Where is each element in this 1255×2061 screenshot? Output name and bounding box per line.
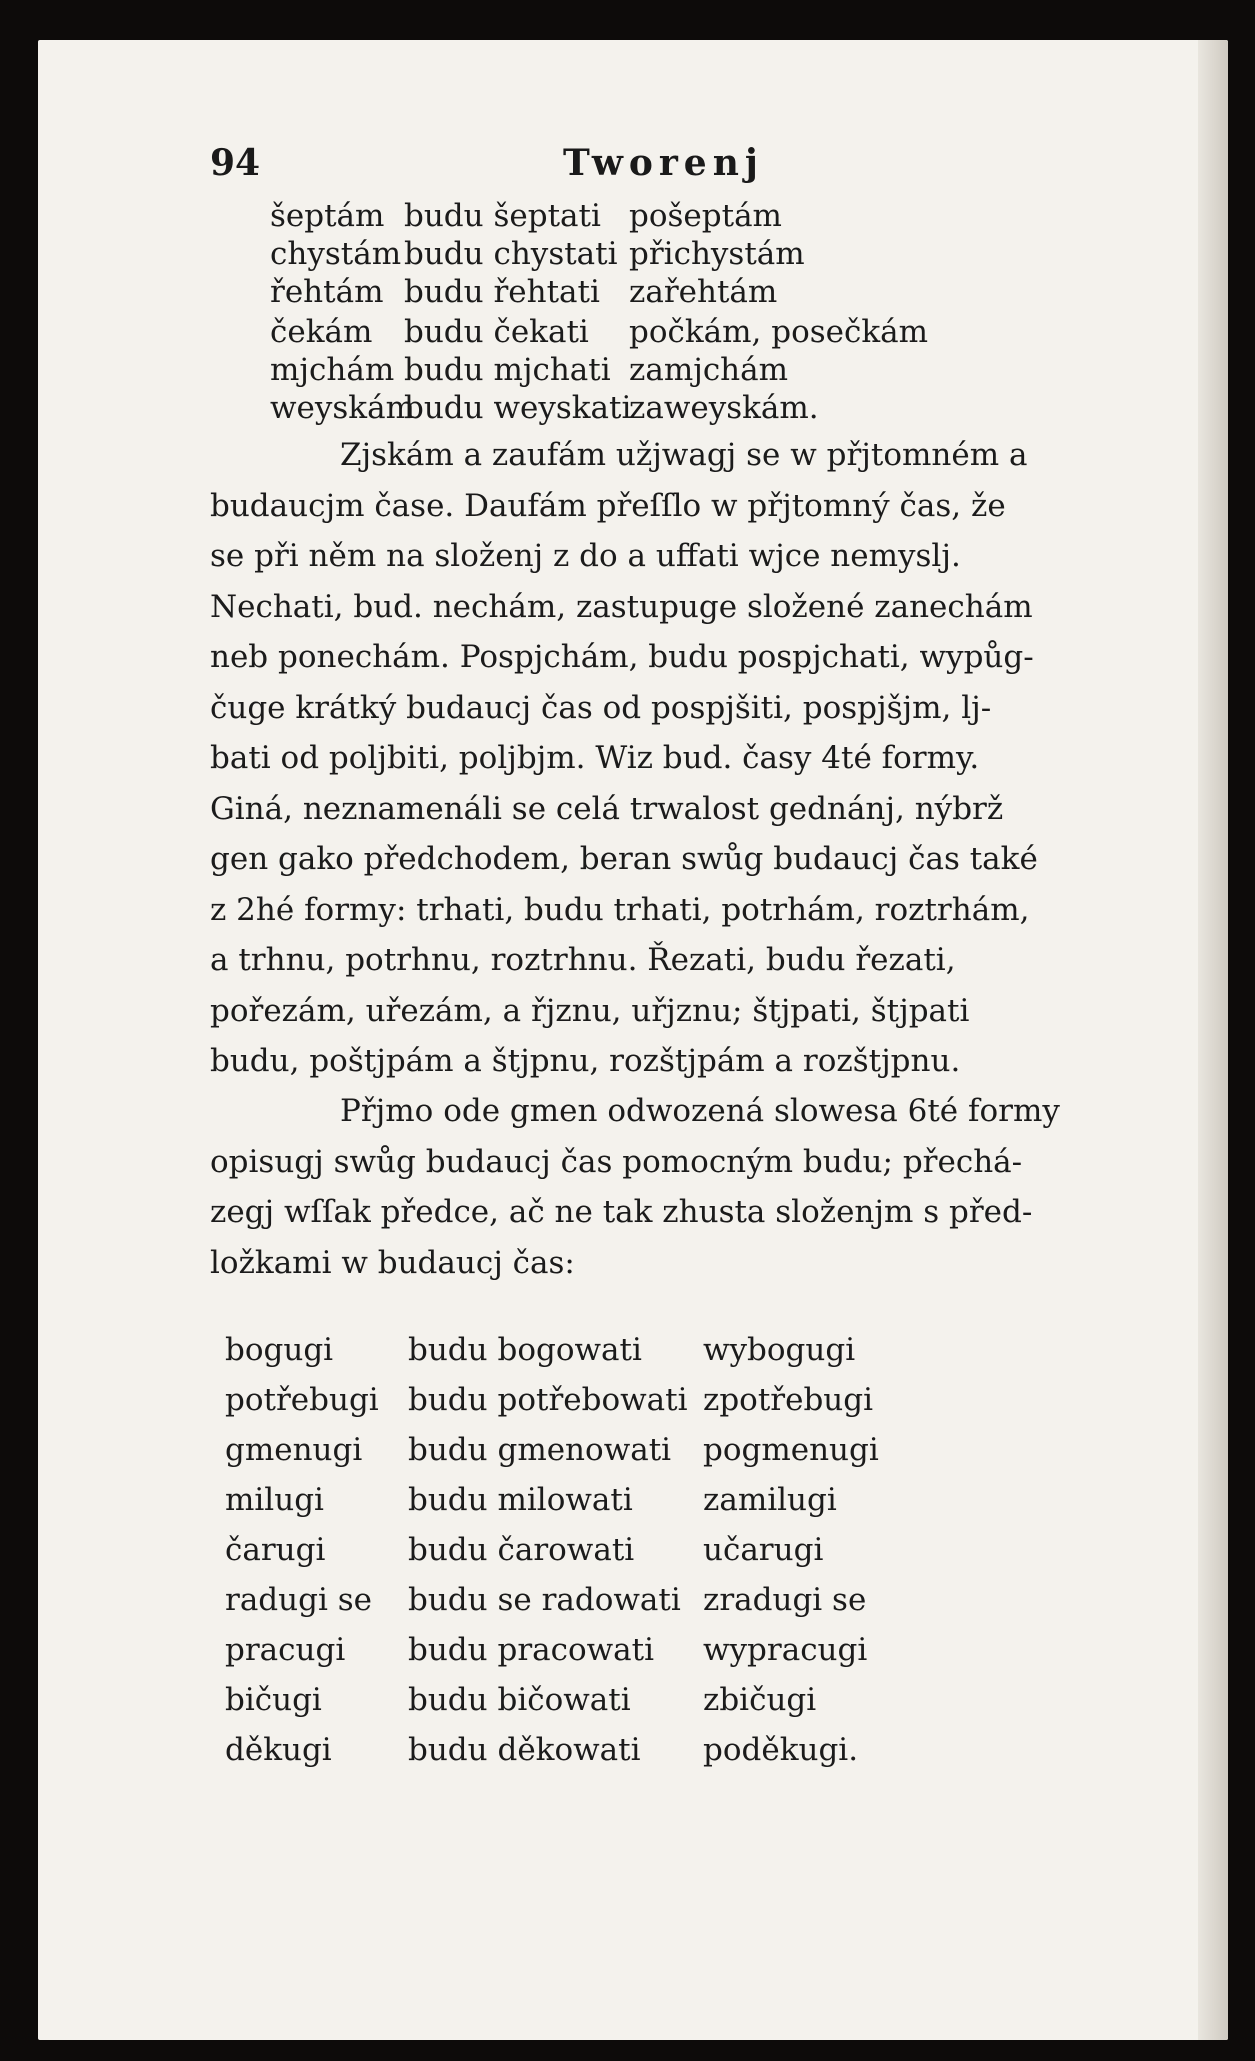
present-form: weyskám <box>270 390 415 426</box>
table-row <box>38 1682 1228 1732</box>
text-line: Zjskám a zaufám užjwagj se w přjtomném a <box>340 437 1028 473</box>
book-page <box>38 40 1228 2040</box>
future-periphrastic: budu weyskati <box>404 390 632 426</box>
perfective-future: zaweyskám. <box>629 390 819 426</box>
text-line: opisugj swůg budaucj čas pomocným budu; přechá- <box>210 1143 1023 1180</box>
text-line: Nechati, bud. nechám, zastupuge složené zanechám <box>210 588 1033 625</box>
paragraph-2 <box>210 1086 1160 1288</box>
text-line: čuge krátký budaucj čas od pospjšiti, pospjšjm, lj- <box>210 689 992 726</box>
paragraph-1 <box>210 430 1160 1087</box>
text-line: budaucjm čase. Daufám přeſſlo w přjtomný čas, že <box>210 487 1006 524</box>
perfective-future: zamjchám <box>629 352 789 388</box>
perfective-future: přichystám <box>629 236 805 272</box>
present-form: chystám <box>270 236 402 272</box>
future-periphrastic: budu pracowati <box>408 1632 655 1668</box>
present-form: milugi <box>225 1482 324 1518</box>
future-periphrastic: budu šeptati <box>404 198 601 234</box>
present-form: čekám <box>270 314 373 350</box>
future-periphrastic: budu děkowati <box>408 1732 641 1768</box>
text-line: a trhnu, potrhnu, roztrhnu. Řezati, budu řezati, <box>210 942 956 978</box>
running-title: Tworenj <box>563 142 764 184</box>
text-line: budu, poštjpám a štjpnu, rozštjpám a rozštjpnu. <box>210 1043 961 1079</box>
present-form: mjchám <box>270 352 395 388</box>
future-periphrastic: budu milowati <box>408 1482 633 1518</box>
perfective-future: zamilugi <box>703 1482 837 1518</box>
text-line: Giná, neznamenáli se celá trwalost gednánj, nýbrž <box>210 790 1004 827</box>
perfective-future: počkám, posečkám <box>629 314 929 350</box>
present-form: potřebugi <box>225 1382 379 1418</box>
future-periphrastic: budu potřebowati <box>408 1382 688 1418</box>
perfective-future: wypracugi <box>703 1632 868 1668</box>
table-row <box>38 1582 1228 1632</box>
present-form: šeptám <box>270 198 385 234</box>
future-periphrastic: budu čarowati <box>408 1532 635 1568</box>
table-row <box>38 1382 1228 1432</box>
text-line: pořezám, uřezám, a řjznu, uřjznu; štjpati, štjpati <box>210 992 970 1029</box>
text-line: gen gako předchodem, beran swůg budaucj čas také <box>210 841 1038 877</box>
text-line: se při něm na složenj z do a uffati wjce nemyslj. <box>210 538 961 574</box>
perfective-future: poděkugi. <box>703 1732 859 1768</box>
perfective-future: zbičugi <box>703 1682 817 1718</box>
future-periphrastic: budu čekati <box>404 314 589 350</box>
page-number: 94 <box>210 142 261 184</box>
present-form: bogugi <box>225 1332 334 1368</box>
text-line: zegj wſſak předce, ač ne tak zhusta složenjm s před- <box>210 1194 1033 1230</box>
perfective-future: zpotřebugi <box>703 1382 874 1418</box>
table-row <box>38 1732 1228 1782</box>
perfective-future: učarugi <box>703 1532 824 1568</box>
present-form: děkugi <box>225 1732 332 1768</box>
perfective-future: pogmenugi <box>703 1432 879 1468</box>
future-periphrastic: budu mjchati <box>404 352 611 388</box>
present-form: čarugi <box>225 1532 326 1568</box>
table-row <box>38 1632 1228 1682</box>
future-periphrastic: budu bogowati <box>408 1332 642 1368</box>
present-form: pracugi <box>225 1632 346 1668</box>
future-periphrastic: budu chystati <box>404 236 618 272</box>
table-row <box>38 1332 1228 1382</box>
perfective-future: wybogugi <box>703 1332 856 1368</box>
text-line: neb ponechám. Pospjchám, budu pospjchati, wypůg- <box>210 639 1034 675</box>
present-form: řehtám <box>270 274 384 310</box>
future-periphrastic: budu se radowati <box>408 1582 681 1618</box>
present-form: bičugi <box>225 1682 322 1718</box>
text-line: Přjmo ode gmen odwozená slowesa 6té formy <box>340 1093 1060 1129</box>
page-header <box>38 142 1228 202</box>
present-form: radugi se <box>225 1582 372 1618</box>
table-row <box>38 1532 1228 1582</box>
perfective-future: pošeptám <box>629 198 782 234</box>
table-row <box>38 1432 1228 1482</box>
perfective-future: zařehtám <box>629 274 778 310</box>
text-line: bati od poljbiti, poljbjm. Wiz bud. časy 4té formy. <box>210 740 980 776</box>
text-line: z 2hé formy: trhati, budu trhati, potrhám, roztrhám, <box>210 891 1030 928</box>
present-form: gmenugi <box>225 1432 363 1468</box>
future-periphrastic: budu gmenowati <box>408 1432 672 1468</box>
perfective-future: zradugi se <box>703 1582 867 1618</box>
future-periphrastic: budu řehtati <box>404 274 600 310</box>
future-periphrastic: budu bičowati <box>408 1682 631 1718</box>
text-line: ložkami w budaucj čas: <box>210 1244 575 1281</box>
table-row <box>38 1482 1228 1532</box>
